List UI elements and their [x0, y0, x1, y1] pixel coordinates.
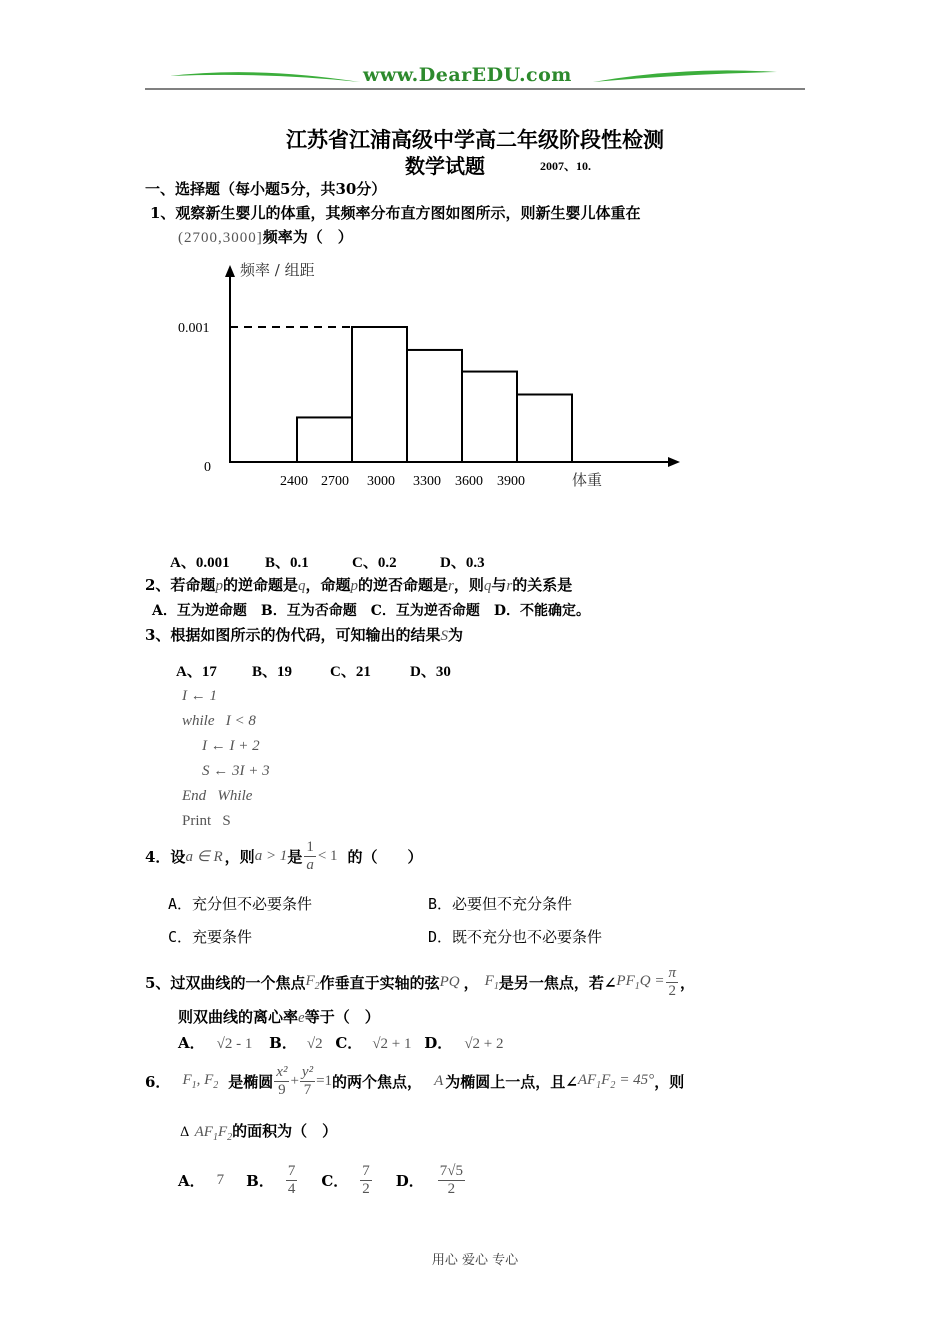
q5-math-f2: $F_2$ [305, 972, 320, 992]
x-tick-2400: 2400 [280, 474, 308, 489]
q2-var-q2: q [483, 578, 492, 594]
q6-c-den: 2 [362, 1180, 370, 1197]
q5-math-pq: PQ [439, 973, 460, 990]
footer-text: 用心 爱心 专心 [431, 1253, 519, 1268]
q2-var-p2: p [350, 578, 358, 594]
q5-text-2: 作垂直于实轴的弦 [319, 973, 440, 992]
q2-var-p: p [215, 578, 223, 594]
q5-frac-den: 2 [668, 982, 676, 999]
histogram-bar-2700-3000 [352, 327, 407, 462]
q5-options [178, 1032, 504, 1053]
q3-option-a[interactable]: A、17 [176, 664, 217, 680]
header-logo [145, 62, 805, 92]
q5-option-c[interactable]: C． √2 + 1 [335, 1034, 412, 1052]
q3-option-c[interactable]: C、21 [330, 664, 371, 680]
q2-text-6: 与 [491, 576, 507, 594]
q4-option-a[interactable]: A．充分但不必要条件 [168, 895, 313, 913]
x-tick-3900: 3900 [497, 474, 525, 489]
q1-option-d[interactable]: D、0.3 [440, 555, 485, 571]
q6-option-b[interactable]: B． $\frac{7}{4}$ [246, 1162, 296, 1197]
question-3 [145, 624, 463, 645]
q5-text-3: ， [463, 973, 479, 992]
code-line-2: while I < 8 [182, 713, 256, 729]
q5-math-angle: $PF_1Q$ = [616, 972, 665, 992]
page-title: 江苏省江浦高级中学高二年级阶段性检测 [286, 127, 664, 152]
q6-frac2-num: y² [301, 1063, 314, 1080]
histogram-bar-3300-3600 [462, 372, 517, 462]
q1-text: 1、观察新生婴儿的体重，其频率分布直方图如图所示，则新生婴儿体重在 [150, 204, 641, 222]
q6-equals: =1 [316, 1072, 333, 1089]
q2-text-7: 的关系是 [512, 576, 573, 594]
q5-option-b[interactable]: B． √2 [269, 1034, 323, 1052]
q2-var-r: r [447, 578, 454, 594]
q6-option-c[interactable]: C． $\frac{7}{2}$ [321, 1162, 370, 1197]
histogram-bar-3600-3900 [517, 395, 572, 463]
q6-frac1-den: 9 [278, 1081, 286, 1098]
q1-option-a[interactable]: A、0.001 [170, 555, 230, 571]
q5-option-d[interactable]: D． √2 + 2 [424, 1034, 504, 1052]
q4-option-d[interactable]: D．既不充分也不必要条件 [428, 928, 603, 946]
q6-text-2: 是椭圆 [228, 1072, 274, 1091]
q2-var-q: q [297, 578, 306, 594]
q6-options [178, 1156, 465, 1204]
logo-text: www.DearEDU.com [363, 64, 572, 86]
q4-text-1: 4．设 [145, 847, 186, 866]
q6-d-den: 2 [447, 1180, 456, 1197]
y-tick-0: 0 [204, 460, 211, 475]
exam-date: 2007、10. [540, 159, 592, 173]
question-5 [145, 962, 695, 1002]
section-heading: 一、选择题（每小题5分，共30分） [145, 180, 387, 198]
histogram-bar-3000-3300 [407, 350, 462, 462]
q1-option-c[interactable]: C、0.2 [352, 555, 397, 571]
pseudo-code [182, 684, 270, 834]
q5-text-4: 是另一焦点，若∠ [498, 973, 617, 992]
y-axis-arrow [225, 265, 235, 277]
q5-var-e: e [298, 1010, 305, 1026]
q1-options [170, 551, 485, 572]
code-line-3: I ← I + 2 [202, 738, 260, 754]
q5-line2-text-b: 等于（ ） [304, 1008, 380, 1026]
q1-text2: 频率为（ ） [262, 228, 353, 246]
q3-option-d[interactable]: D、30 [410, 664, 451, 680]
q6-d-num: 7√5 [439, 1162, 464, 1179]
chart-xlabel: 体重 [572, 471, 603, 489]
chart-ylabel: 频率 / 组距 [240, 261, 315, 279]
q6-frac2-den: 7 [303, 1081, 312, 1098]
q6-c-num: 7 [362, 1162, 370, 1179]
code-line-6: Print S [182, 813, 231, 829]
q6-math-a: A [434, 1072, 444, 1089]
q1-interval: (2700,3000] [178, 230, 263, 246]
q4-option-c[interactable]: C．充要条件 [168, 928, 253, 946]
question-4 [145, 833, 423, 879]
question-1 [150, 202, 640, 223]
q6-text-4: 为椭圆上一点，且∠ [445, 1072, 578, 1091]
q6-math-angle: $AF_1F_2 = 45^\circ$ [577, 1071, 655, 1091]
q4-frac-den: a [306, 856, 314, 873]
q5-math-f1: $F_1$ [484, 972, 499, 992]
q3-var-s: S [440, 628, 448, 644]
q6-frac1-num: x² [276, 1063, 288, 1080]
q4-text-3: 是 [287, 847, 303, 866]
q4-math-2: a > 1 [254, 847, 288, 864]
q4-math-3: < 1 [317, 847, 338, 864]
q3-option-b[interactable]: B、19 [252, 664, 293, 680]
code-line-1: I ← 1 [182, 688, 217, 704]
q5-text-1: 5、过双曲线的一个焦点 [145, 973, 306, 992]
q4-text-4: 的（ ） [347, 847, 423, 866]
y-tick-0001: 0.001 [178, 321, 210, 336]
q6-math-triangle: $AF_1F_2$ [194, 1124, 233, 1143]
q6-b-den: 4 [287, 1180, 296, 1197]
q4-option-b[interactable]: B．必要但不充分条件 [428, 895, 573, 913]
histogram-chart [170, 255, 690, 495]
q6-text-1: 6． [145, 1072, 171, 1091]
q5-fraction [666, 965, 678, 1000]
q3-text: 3、根据如图所示的伪代码，可知输出的结果 [145, 626, 441, 644]
q5-text-5: ， [679, 973, 695, 992]
page-subtitle: 数学试题 [405, 154, 485, 178]
question-6 [145, 1058, 684, 1104]
q2-options: A．互为逆命题 B．互为否命题 C．互为逆否命题 D．不能确定。 [152, 603, 590, 619]
q2-text-1: 2、若命题 [145, 576, 216, 594]
q5-line2-text: 则双曲线的离心率 [178, 1008, 299, 1026]
x-tick-3000: 3000 [367, 474, 395, 489]
q6-b-num: 7 [287, 1162, 296, 1179]
q2-var-r2: r [506, 578, 513, 594]
q5-line2 [178, 1006, 380, 1027]
q2-text-3: ，命题 [305, 576, 351, 594]
x-tick-2700: 2700 [321, 474, 349, 489]
q5-frac-num: π [668, 964, 676, 981]
q5-option-a[interactable]: A． √2 - 1 [178, 1034, 253, 1052]
q6-line2 [180, 1120, 337, 1143]
q4-text-2: ，则 [224, 847, 255, 866]
q2-text-2: 的逆命题是 [222, 576, 298, 594]
q6-option-d[interactable]: D． $\frac{7√5}{2}$ [395, 1162, 464, 1197]
q6-math-foci: $F_1$, $F_2$ [182, 1071, 219, 1091]
q6-plus: + [290, 1072, 299, 1089]
code-line-4: S ← 3I + 3 [202, 763, 270, 779]
q1-option-b[interactable]: B、0.1 [265, 555, 309, 571]
q6-frac-y [300, 1064, 315, 1099]
q3-text2: 为 [447, 626, 463, 644]
q4-math-1: a ∈ R [185, 848, 223, 865]
q2-text-5: ，则 [453, 576, 484, 594]
question-1-line2 [178, 226, 353, 247]
q6-frac-x [274, 1064, 289, 1099]
x-tick-3600: 3600 [455, 474, 483, 489]
q4-frac-num: 1 [306, 838, 314, 855]
x-tick-3300: 3300 [413, 474, 441, 489]
q3-options [176, 660, 451, 681]
q6-text-5: ，则 [654, 1072, 685, 1091]
q4-fraction [304, 839, 316, 874]
histogram-bar-2400-2700 [297, 417, 352, 462]
question-2 [145, 574, 572, 595]
q6-text-3: 的两个焦点， [332, 1072, 423, 1091]
q6-delta: Δ [180, 1125, 190, 1140]
q6-line2-text: 的面积为（ ） [232, 1122, 338, 1140]
q6-option-a[interactable]: A． 7 [178, 1171, 225, 1190]
q2-text-4: 的逆否命题是 [357, 576, 448, 594]
code-line-5: End While [182, 788, 253, 804]
x-axis-arrow [668, 457, 680, 467]
